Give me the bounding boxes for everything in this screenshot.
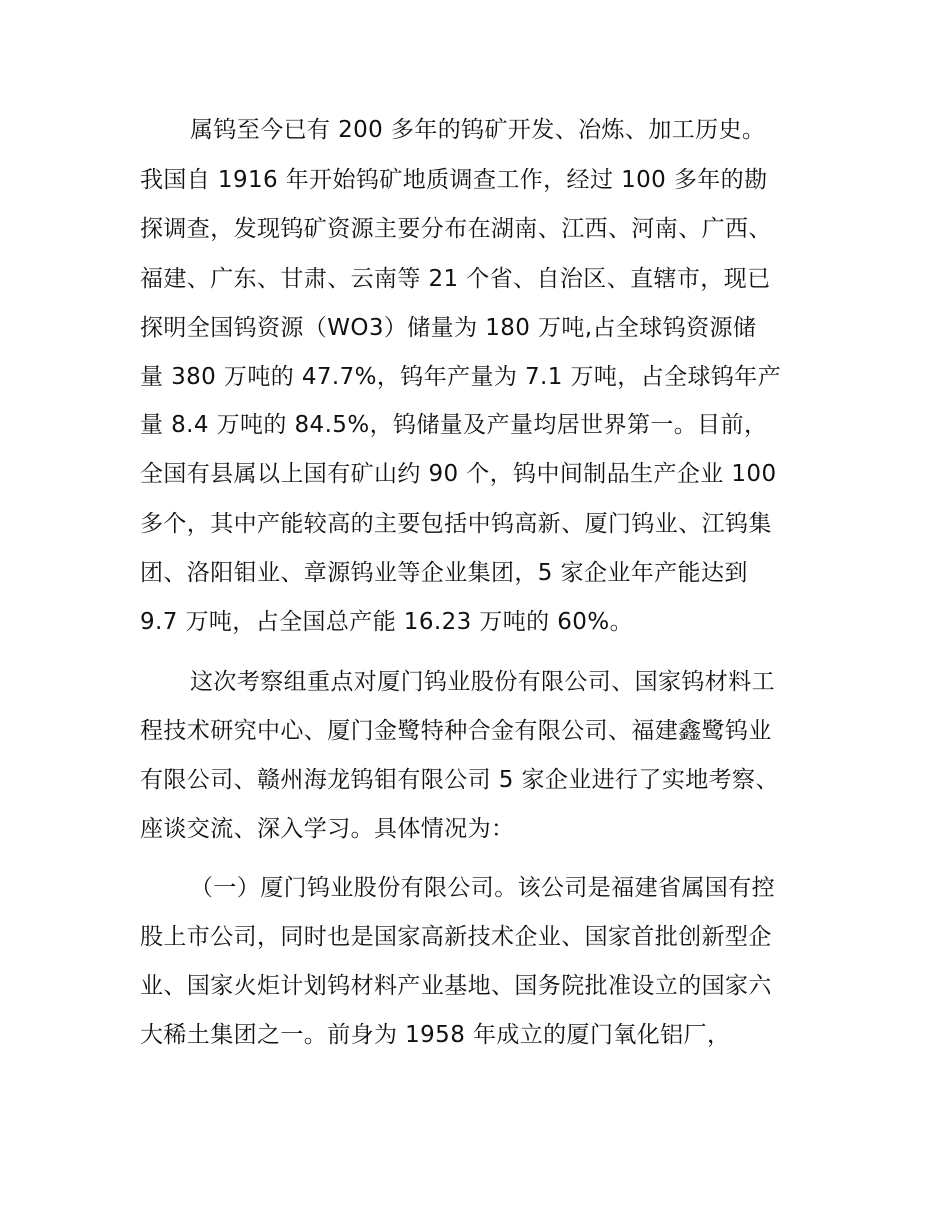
- paragraph-2-line-3: 有限公司、赣州海龙钨钼有限公司 5 家企业进行了实地考察、: [140, 767, 779, 793]
- paragraph-1-line-8: 全国有县属以上国有矿山约 90 个，钨中间制品生产企业 100: [140, 461, 777, 487]
- paragraph-1-line-7: 量 8.4 万吨的 84.5%，钨储量及产量均居世界第一。目前，: [140, 412, 768, 438]
- paragraph-1-line-6: 量 380 万吨的 47.7%，钨年产量为 7.1 万吨，占全球钨年产: [140, 364, 782, 390]
- paragraph-1-line-2: 我国自 1916 年开始钨矿地质调查工作，经过 100 多年的勘: [140, 167, 768, 193]
- paragraph-2-line-1: 这次考察组重点对厦门钨业股份有限公司、国家钨材料工: [190, 669, 775, 695]
- paragraph-1-line-4: 福建、广东、甘肃、云南等 21 个省、自治区、直辖市，现已: [140, 266, 771, 292]
- paragraph-1-line-10: 团、洛阳钼业、章源钨业等企业集团，5 家企业年产能达到: [140, 560, 748, 586]
- paragraph-1-line-5: 探明全国钨资源（WO3）储量为 180 万吨,占全球钨资源储: [140, 315, 757, 341]
- paragraph-1-line-1: 属钨至今已有 200 多年的钨矿开发、冶炼、加工历史。: [190, 117, 766, 143]
- paragraph-3-line-4: 大稀土集团之一。前身为 1958 年成立的厦门氧化铝厂，: [140, 1022, 731, 1048]
- paragraph-2-line-2: 程技术研究中心、厦门金鹭特种合金有限公司、福建鑫鹭钨业: [140, 718, 772, 744]
- paragraph-3-line-1: （一）厦门钨业股份有限公司。该公司是福建省属国有控: [190, 875, 775, 901]
- paragraph-3-line-3: 业、国家火炬计划钨材料产业基地、国务院批准设立的国家六: [140, 973, 772, 999]
- paragraph-1-line-3: 探调查，发现钨矿资源主要分布在湖南、江西、河南、广西、: [140, 216, 772, 242]
- paragraph-3-line-2: 股上市公司，同时也是国家高新技术企业、国家首批创新型企: [140, 924, 772, 950]
- paragraph-1-line-11: 9.7 万吨，占全国总产能 16.23 万吨的 60%。: [140, 609, 633, 635]
- paragraph-2-line-4: 座谈交流、深入学习。具体情况为：: [140, 816, 515, 842]
- paragraph-1-line-9: 多个，其中产能较高的主要包括中钨高新、厦门钨业、江钨集: [140, 511, 772, 537]
